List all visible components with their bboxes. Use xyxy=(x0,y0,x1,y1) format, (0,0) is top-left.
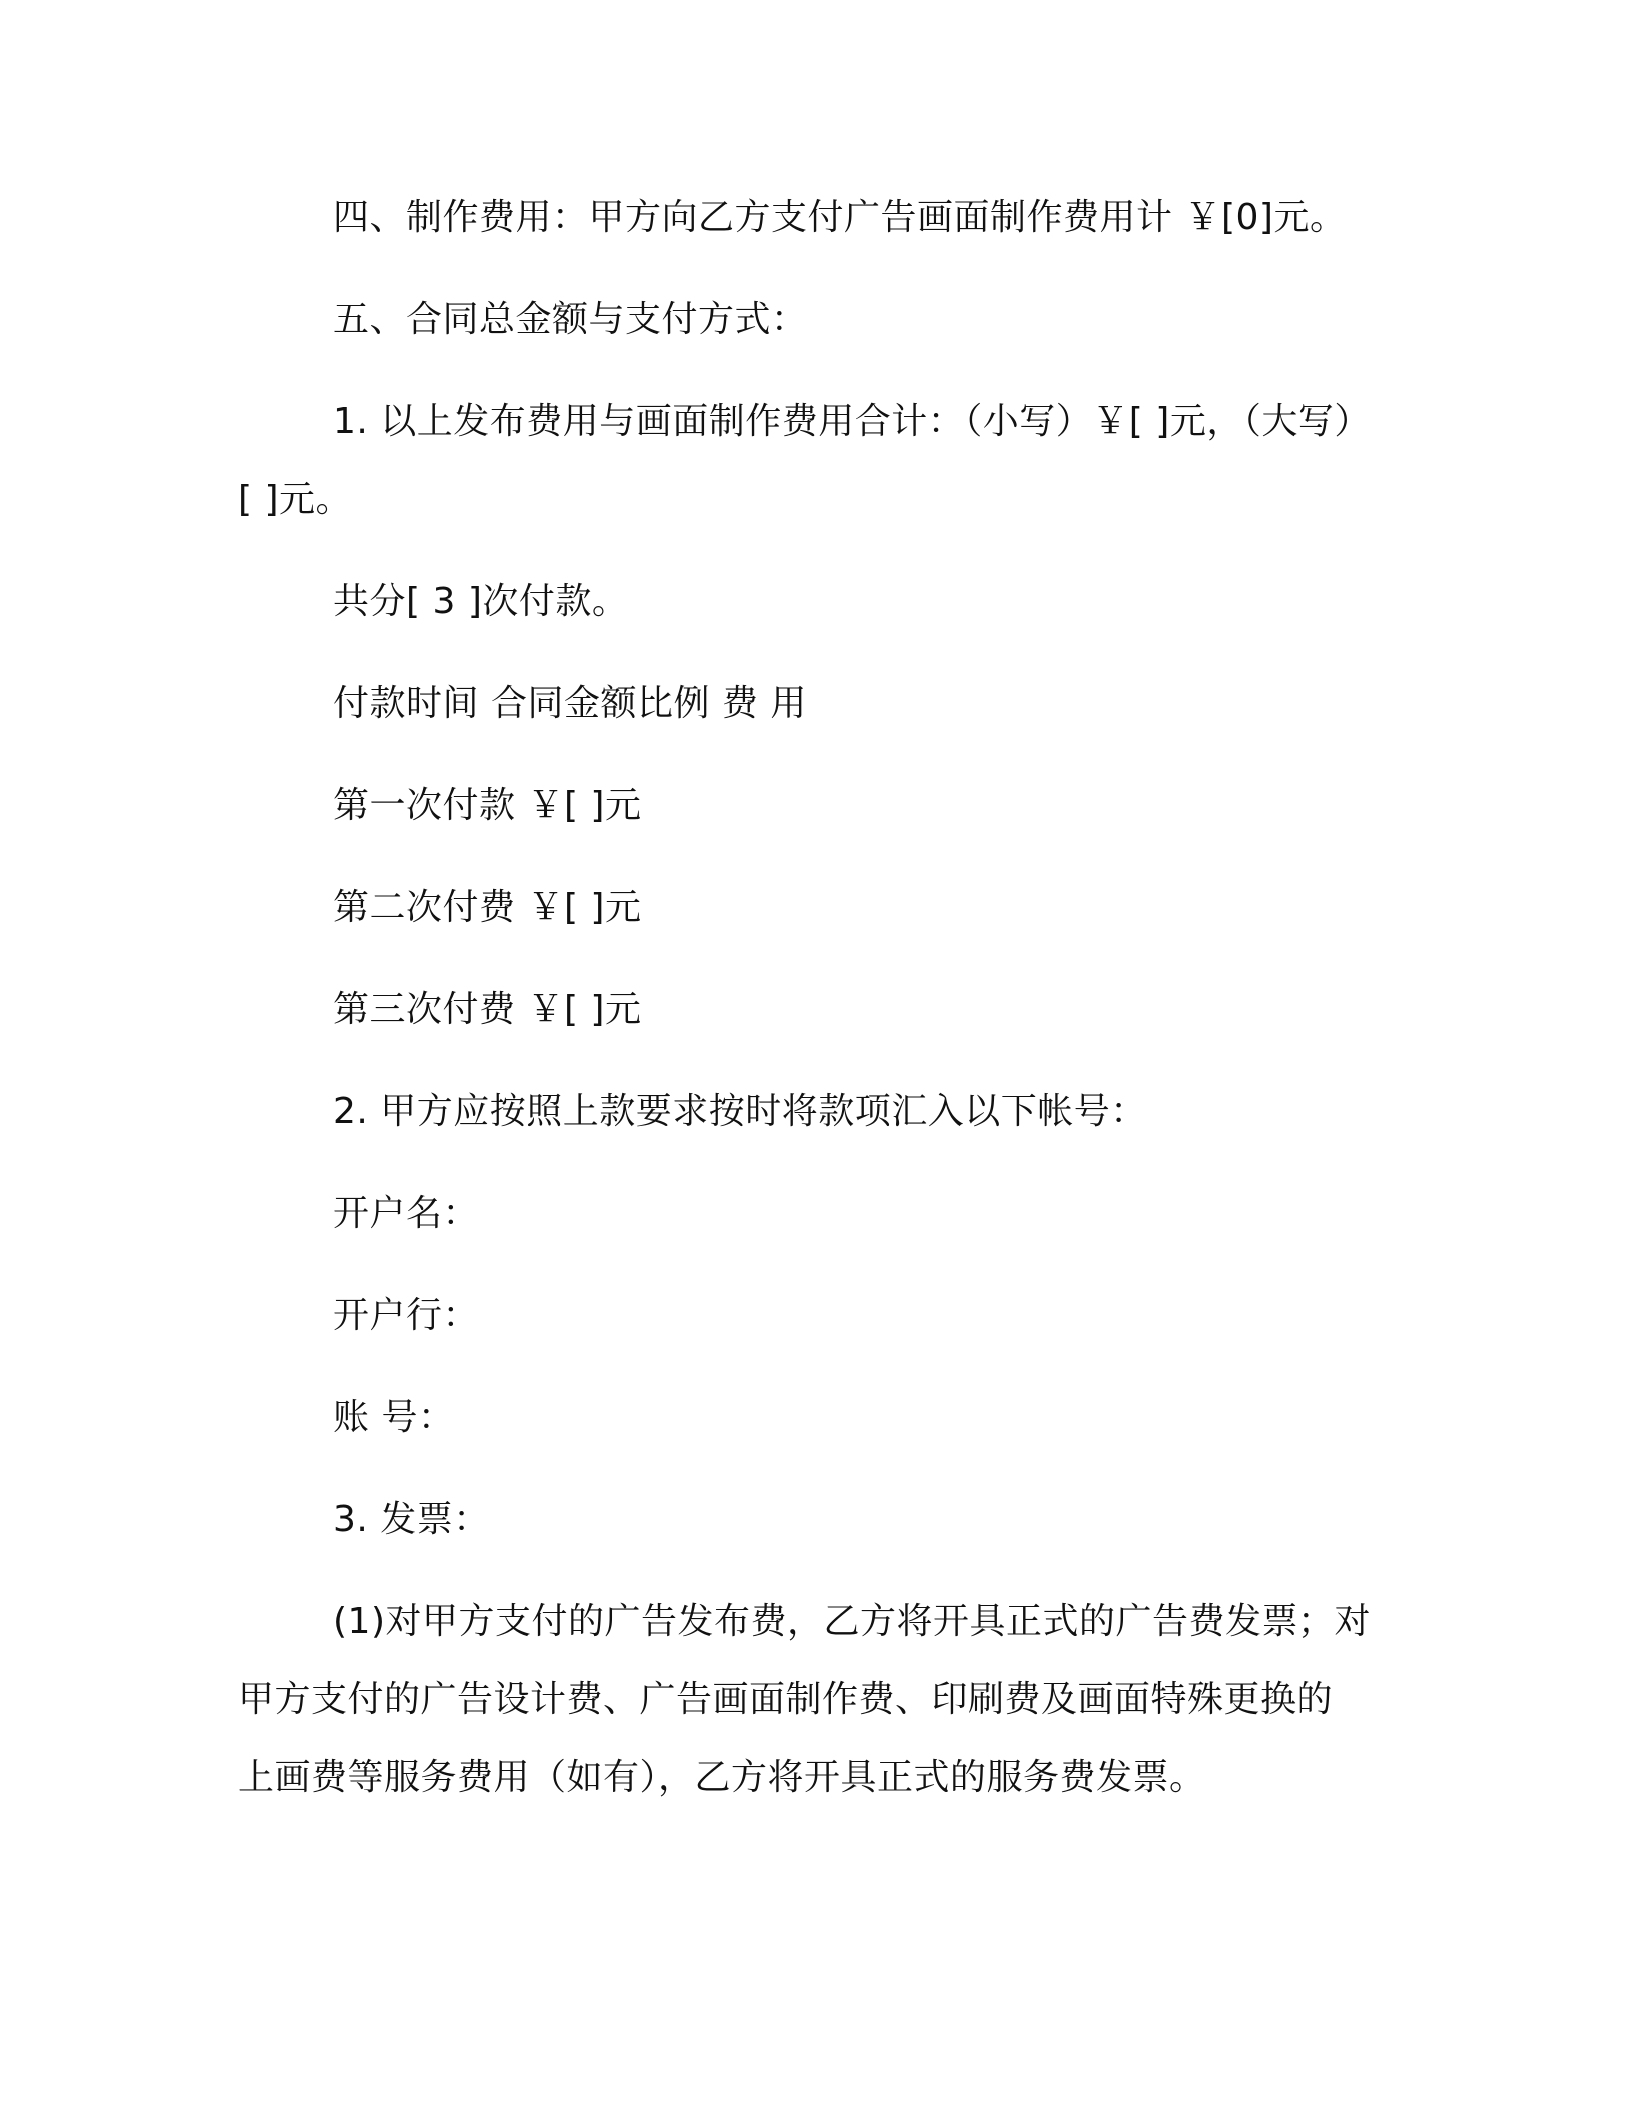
clause-remittance: 2. 甲方应按照上款要求按时将款项汇入以下帐号： xyxy=(333,1091,1147,1132)
installment-count: 共分[ 3 ]次付款。 xyxy=(333,581,629,622)
payment-row-1: 第一次付款 ￥[ ]元 xyxy=(333,785,642,826)
section-production-fee: 四、制作费用：甲方向乙方支付广告画面制作费用计 ￥[0]元。 xyxy=(333,197,1347,238)
account-name-label: 开户名： xyxy=(333,1193,480,1234)
payment-row-2: 第二次付费 ￥[ ]元 xyxy=(333,887,642,928)
clause-invoice: 3. 发票： xyxy=(333,1499,490,1540)
payment-table-header: 付款时间 合同金额比例 费 用 xyxy=(333,683,807,724)
clause-total-amount: 1. 以上发布费用与画面制作费用合计：（小写）￥[ ]元，（大写） xyxy=(333,401,1371,442)
clause-total-amount-cont: [ ]元。 xyxy=(238,479,353,520)
account-number-label: 账 号： xyxy=(333,1397,455,1438)
invoice-paragraph-line-2: 甲方支付的广告设计费、广告画面制作费、印刷费及画面特殊更换的 xyxy=(238,1679,1334,1720)
account-bank-label: 开户行： xyxy=(333,1295,480,1336)
payment-row-3: 第三次付费 ￥[ ]元 xyxy=(333,989,642,1030)
invoice-paragraph-line-3: 上画费等服务费用（如有），乙方将开具正式的服务费发票。 xyxy=(238,1757,1206,1798)
invoice-paragraph-line-1: (1)对甲方支付的广告发布费，乙方将开具正式的广告费发票；对 xyxy=(333,1601,1371,1642)
section-total-and-payment: 五、合同总金额与支付方式： xyxy=(333,299,808,340)
